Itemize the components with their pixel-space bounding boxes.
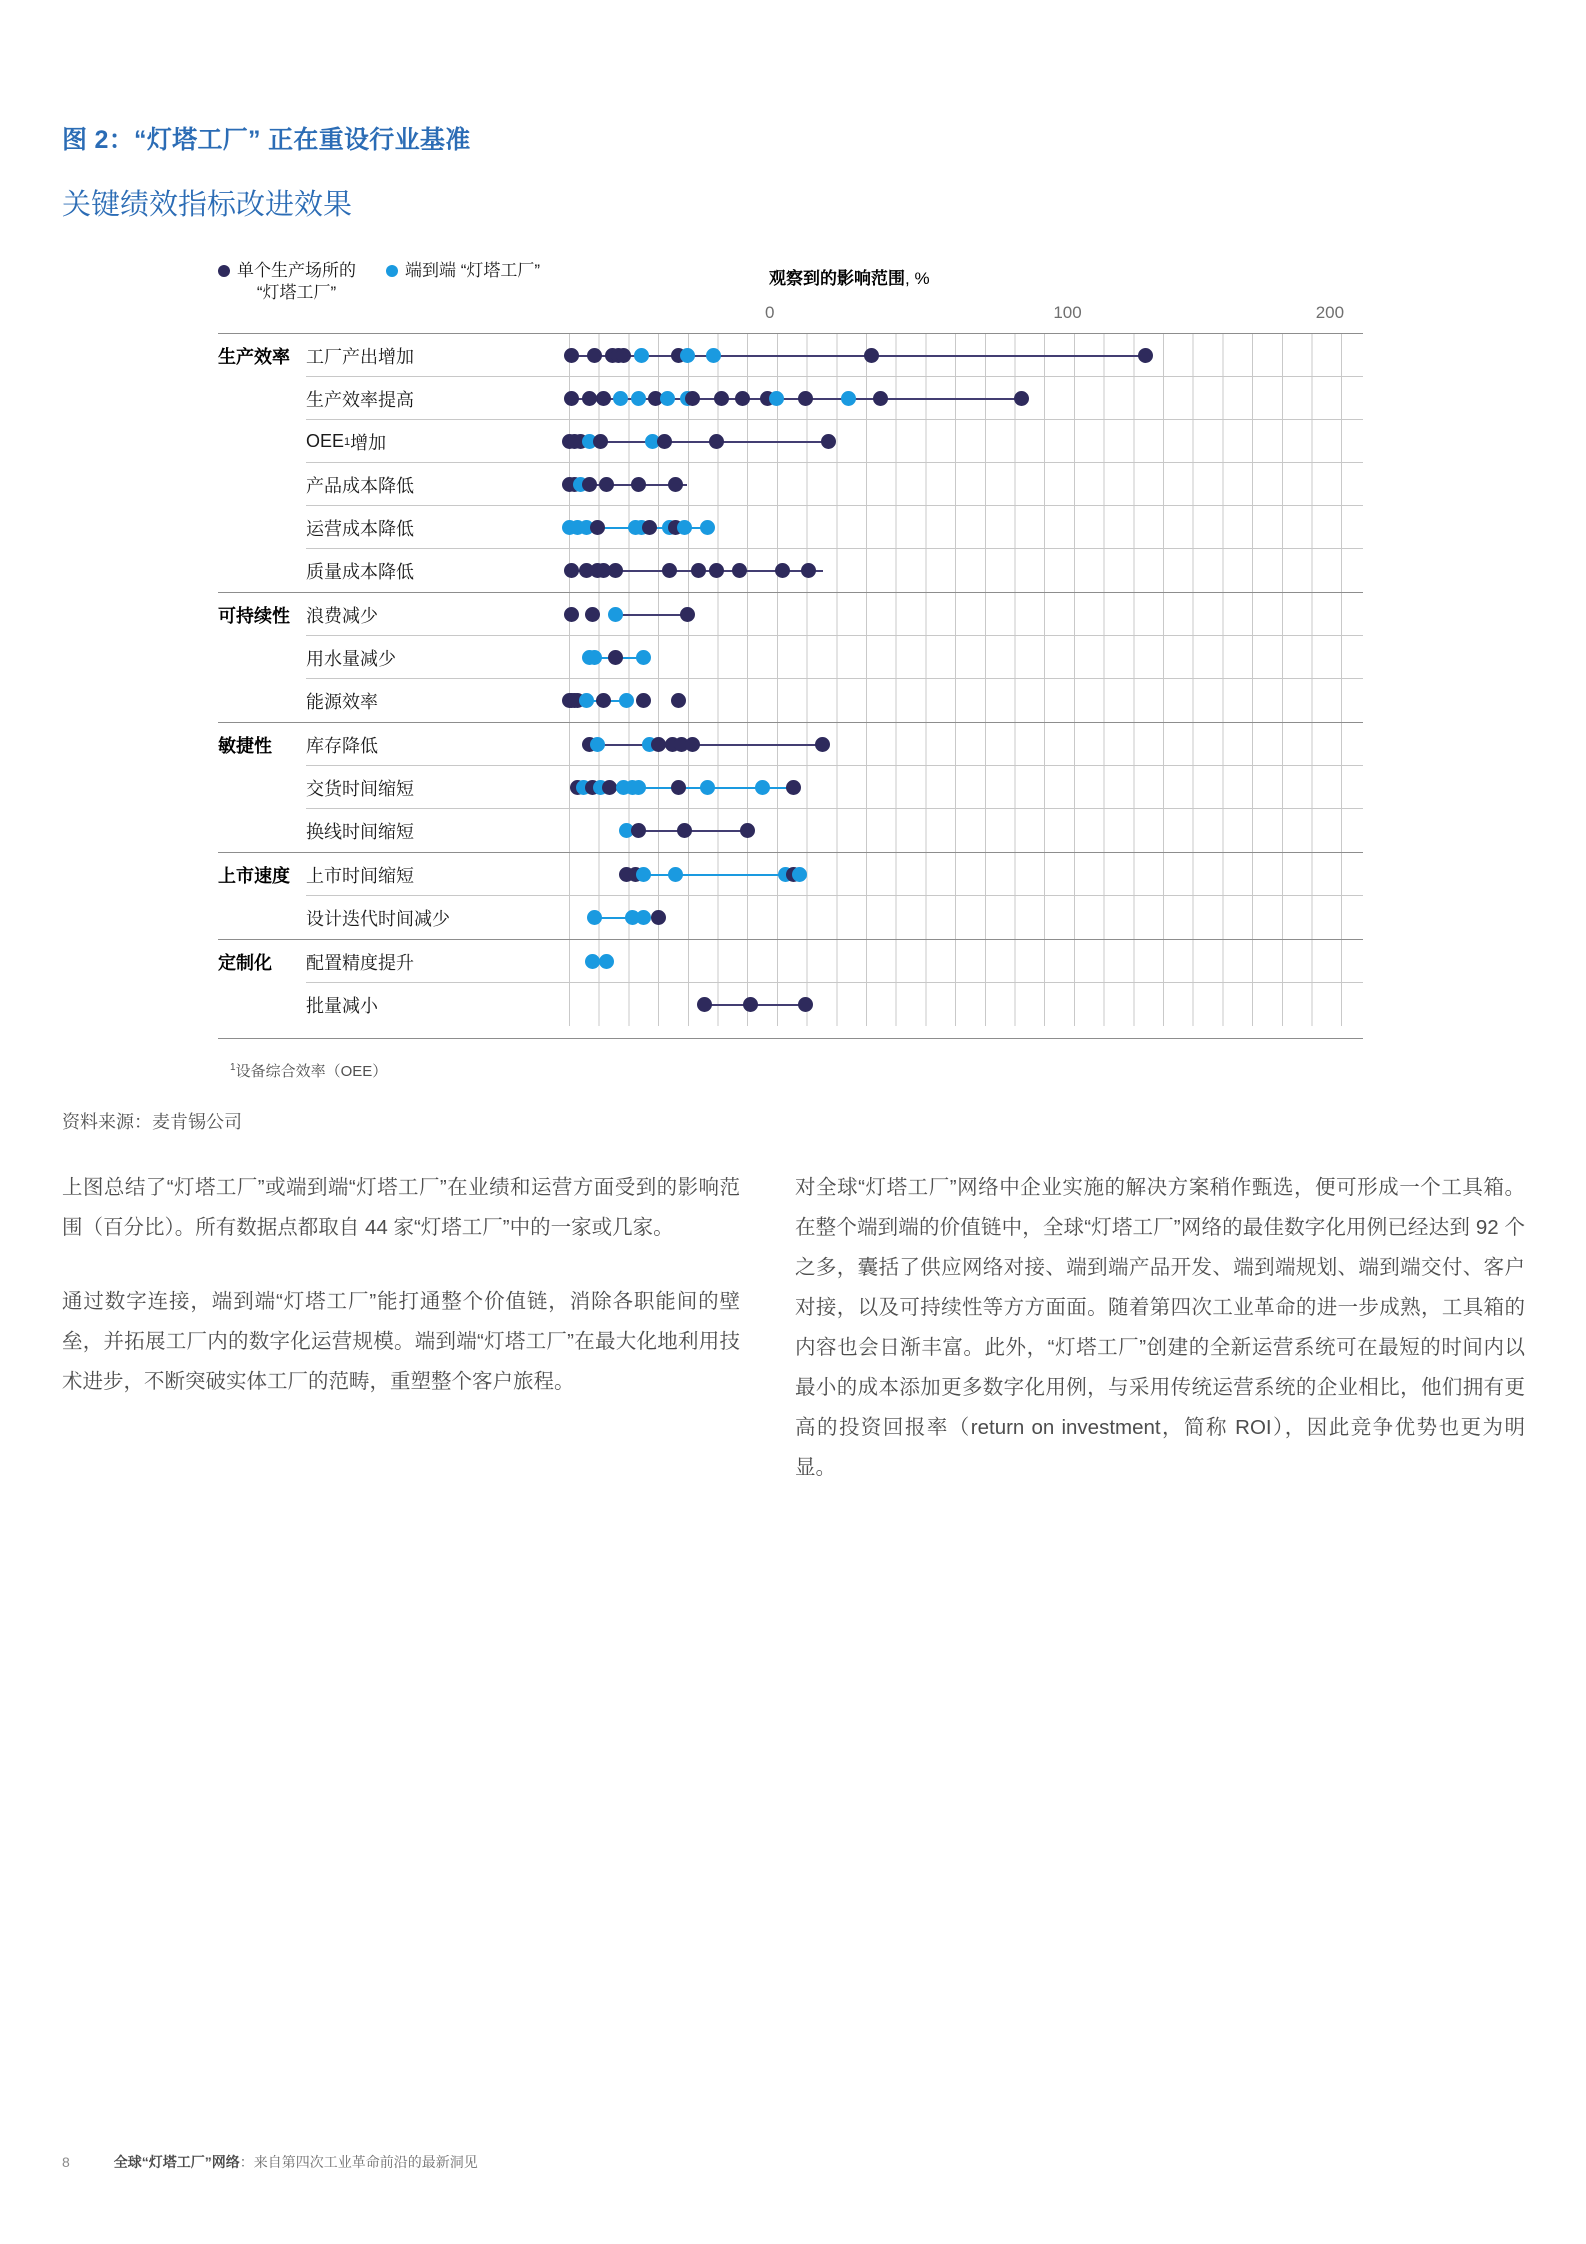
legend-dot-icon <box>386 265 398 277</box>
kpi-label: 质量成本降低 <box>306 561 414 582</box>
chart-row <box>218 809 1363 852</box>
chart-row <box>218 636 1363 679</box>
chart-row <box>218 377 1363 420</box>
chart-row <box>218 939 1363 983</box>
legend-label: 单个生产场所的 “灯塔工厂” <box>237 260 356 305</box>
plot-area <box>569 549 1363 592</box>
body-right-paragraph: 对全球“灯塔工厂”网络中企业实施的解决方案稍作甄选，便可形成一个工具箱。在整个端到端的价值链中，全球“灯塔工厂”网络的最佳数字化用例已经达到 92 个之多，囊括了供应网络对接、端到端产品开发、端到端规划、端到端交付、客户对接，以及可持续性等方方面面。随着第四次工业革命的进一步成熟，工具箱的内容也会日渐丰富。此外，“灯塔工厂”创建的全新运营系统可在最短的时间内以最小的成本添加更多数字化用例，与采用传统运营系统的企业相比，他们拥有更高的投资回报率（return on investment，简称 ROI），因此竞争优势也更为明显。 <box>795 1176 1525 1479</box>
category-label: 上市速度 <box>218 865 290 886</box>
data-point <box>631 780 646 795</box>
data-point <box>691 563 706 578</box>
footer-title-rest: ：来自第四次工业革命前沿的最新洞见 <box>239 2154 478 2170</box>
data-point <box>608 607 623 622</box>
figure-source: 资料来源：麦肯锡公司 <box>62 1112 242 1132</box>
data-point <box>602 780 617 795</box>
axis-title <box>769 264 930 289</box>
plot-area <box>569 853 1363 896</box>
data-point <box>585 954 600 969</box>
kpi-label: 配置精度提升 <box>306 952 414 973</box>
data-point <box>685 737 700 752</box>
body-column-left <box>62 1168 740 1436</box>
axis-tick-labels <box>765 303 1363 327</box>
chart-row <box>218 983 1363 1026</box>
data-point <box>651 737 666 752</box>
data-point <box>786 780 801 795</box>
data-point <box>608 563 623 578</box>
data-point <box>680 348 695 363</box>
range-line <box>638 787 794 789</box>
plot-area <box>569 809 1363 852</box>
data-point <box>631 477 646 492</box>
chart-row <box>218 766 1363 809</box>
category-label <box>218 766 306 809</box>
data-point <box>587 650 602 665</box>
data-point <box>677 520 692 535</box>
plot-area <box>569 377 1363 420</box>
data-point <box>651 910 666 925</box>
legend-label-line2: “灯塔工厂” <box>256 283 337 303</box>
axis-tick-0: 0 <box>765 303 775 322</box>
plot-area <box>569 983 1363 1026</box>
chart-row <box>218 334 1363 377</box>
data-point <box>697 997 712 1012</box>
chart-legend <box>218 260 540 305</box>
data-point <box>619 693 634 708</box>
category-label <box>218 506 306 549</box>
data-point <box>714 391 729 406</box>
range-line <box>644 874 794 876</box>
category-label <box>218 377 306 420</box>
chart-row <box>218 896 1363 939</box>
kpi-label: 交货时间缩短 <box>306 778 414 799</box>
data-point <box>864 348 879 363</box>
legend-end-to-end <box>386 260 540 282</box>
category-label <box>218 463 306 506</box>
category-label <box>218 896 306 939</box>
data-point <box>677 823 692 838</box>
data-point <box>564 607 579 622</box>
data-point <box>732 563 747 578</box>
plot-area <box>569 593 1363 636</box>
category-label <box>218 420 306 463</box>
chart-bottom-rule <box>218 1038 1363 1039</box>
category-label: 可持续性 <box>218 605 290 626</box>
chart-row <box>218 852 1363 896</box>
kpi-label: 工厂产出增加 <box>306 346 414 367</box>
figure-footnote <box>230 1060 387 1081</box>
category-label <box>218 983 306 1026</box>
category-label: 定制化 <box>218 952 272 973</box>
plot-area <box>569 506 1363 549</box>
data-point <box>599 954 614 969</box>
category-label <box>218 636 306 679</box>
axis-title-text: 观察到的影响范围 <box>769 269 905 288</box>
data-point <box>590 520 605 535</box>
kpi-label: 生产效率提高 <box>306 389 414 410</box>
kpi-label: 换线时间缩短 <box>306 821 414 842</box>
plot-area <box>569 463 1363 506</box>
data-point <box>700 520 715 535</box>
data-point <box>792 867 807 882</box>
range-line <box>569 355 1146 357</box>
data-point <box>685 391 700 406</box>
data-point <box>755 780 770 795</box>
category-label <box>218 809 306 852</box>
data-point <box>668 477 683 492</box>
page-footer <box>62 2152 478 2172</box>
data-point <box>735 391 750 406</box>
data-point <box>700 780 715 795</box>
plot-area <box>569 679 1363 722</box>
category-label <box>218 679 306 722</box>
chart-row <box>218 420 1363 463</box>
chart-row <box>218 592 1363 636</box>
data-point <box>642 520 657 535</box>
plot-area <box>569 723 1363 766</box>
data-point <box>662 563 677 578</box>
data-point <box>636 867 651 882</box>
data-point <box>801 563 816 578</box>
kpi-label: 运营成本降低 <box>306 518 414 539</box>
data-point <box>582 391 597 406</box>
plot-area <box>569 420 1363 463</box>
legend-single-site <box>218 260 356 305</box>
data-point <box>1014 391 1029 406</box>
data-point <box>657 434 672 449</box>
chart-row <box>218 549 1363 592</box>
kpi-label: 产品成本降低 <box>306 475 414 496</box>
data-point <box>709 434 724 449</box>
category-label: 敏捷性 <box>218 735 272 756</box>
data-point <box>631 391 646 406</box>
data-point <box>775 563 790 578</box>
axis-unit: , % <box>905 269 930 288</box>
data-point <box>596 391 611 406</box>
data-point <box>740 823 755 838</box>
figure-subtitle: 关键绩效指标改进效果 <box>62 189 353 221</box>
body-left-paragraph: 上图总结了“灯塔工厂”或端到端“灯塔工厂”在业绩和运营方面受到的影响范围（百分比）。所有数据点都取自 44 家“灯塔工厂”中的一家或几家。 <box>62 1176 740 1239</box>
data-point <box>613 391 628 406</box>
axis-tick-100: 100 <box>1053 303 1082 322</box>
data-point <box>660 391 675 406</box>
data-point <box>564 348 579 363</box>
data-point <box>596 693 611 708</box>
data-point <box>1138 348 1153 363</box>
data-point <box>590 737 605 752</box>
kpi-label: 用水量减少 <box>306 648 396 669</box>
body-column-right <box>795 1168 1525 1522</box>
plot-area <box>569 334 1363 377</box>
page-number: 8 <box>62 2154 70 2170</box>
data-point <box>680 607 695 622</box>
data-point <box>873 391 888 406</box>
data-point <box>636 910 651 925</box>
plot-area <box>569 896 1363 939</box>
kpi-label: 批量减小 <box>306 995 378 1016</box>
kpi-label: 库存降低 <box>306 735 378 756</box>
kpi-range-chart <box>218 333 1363 1026</box>
data-point <box>608 650 623 665</box>
plot-area <box>569 766 1363 809</box>
kpi-label: 上市时间缩短 <box>306 865 414 886</box>
footer-title-bold: 全球“灯塔工厂”网络 <box>113 2154 240 2170</box>
chart-row <box>218 722 1363 766</box>
plot-area <box>569 940 1363 983</box>
kpi-label: OEE 1 增加 <box>306 431 387 453</box>
range-line <box>598 744 823 746</box>
kpi-label: 设计迭代时间减少 <box>306 908 450 929</box>
range-line <box>615 614 687 616</box>
data-point <box>798 391 813 406</box>
data-point <box>769 391 784 406</box>
chart-row <box>218 506 1363 549</box>
data-point <box>671 693 686 708</box>
axis-tick-200: 200 <box>1315 303 1345 322</box>
data-point <box>616 348 631 363</box>
data-point <box>668 867 683 882</box>
footnote-text: 设备综合效率（OEE） <box>235 1063 388 1080</box>
data-point <box>564 563 579 578</box>
legend-dot-icon <box>218 265 230 277</box>
footnote-marker: 1 <box>230 1062 236 1073</box>
plot-area <box>569 636 1363 679</box>
data-point <box>587 910 602 925</box>
data-point <box>582 477 597 492</box>
data-point <box>821 434 836 449</box>
range-line <box>578 441 829 443</box>
kpi-label: 浪费减少 <box>306 605 378 626</box>
chart-row <box>218 463 1363 506</box>
chart-row <box>218 679 1363 722</box>
kpi-label: 能源效率 <box>306 691 378 712</box>
data-point <box>743 997 758 1012</box>
category-label <box>218 549 306 592</box>
legend-label: 端到端 “灯塔工厂” <box>405 261 541 280</box>
data-point <box>631 823 646 838</box>
data-point <box>671 780 686 795</box>
data-point <box>798 997 813 1012</box>
data-point <box>587 348 602 363</box>
data-point <box>636 693 651 708</box>
data-point <box>636 650 651 665</box>
figure-title: 图 2：“灯塔工厂” 正在重设行业基准 <box>62 126 471 154</box>
data-point <box>815 737 830 752</box>
footer-title <box>114 2152 478 2172</box>
data-point <box>709 563 724 578</box>
data-point <box>599 477 614 492</box>
category-label: 生产效率 <box>218 346 290 367</box>
data-point <box>564 391 579 406</box>
data-point <box>634 348 649 363</box>
data-point <box>585 607 600 622</box>
data-point <box>579 693 594 708</box>
body-left-paragraph: 通过数字连接，端到端“灯塔工厂”能打通整个价值链，消除各职能间的壁垒，并拓展工厂内的数字化运营规模。端到端“灯塔工厂”在最大化地利用技术进步，不断突破实体工厂的范畴，重塑整个客户旅程。 <box>62 1289 740 1393</box>
data-point <box>593 434 608 449</box>
data-point <box>706 348 721 363</box>
data-point <box>841 391 856 406</box>
